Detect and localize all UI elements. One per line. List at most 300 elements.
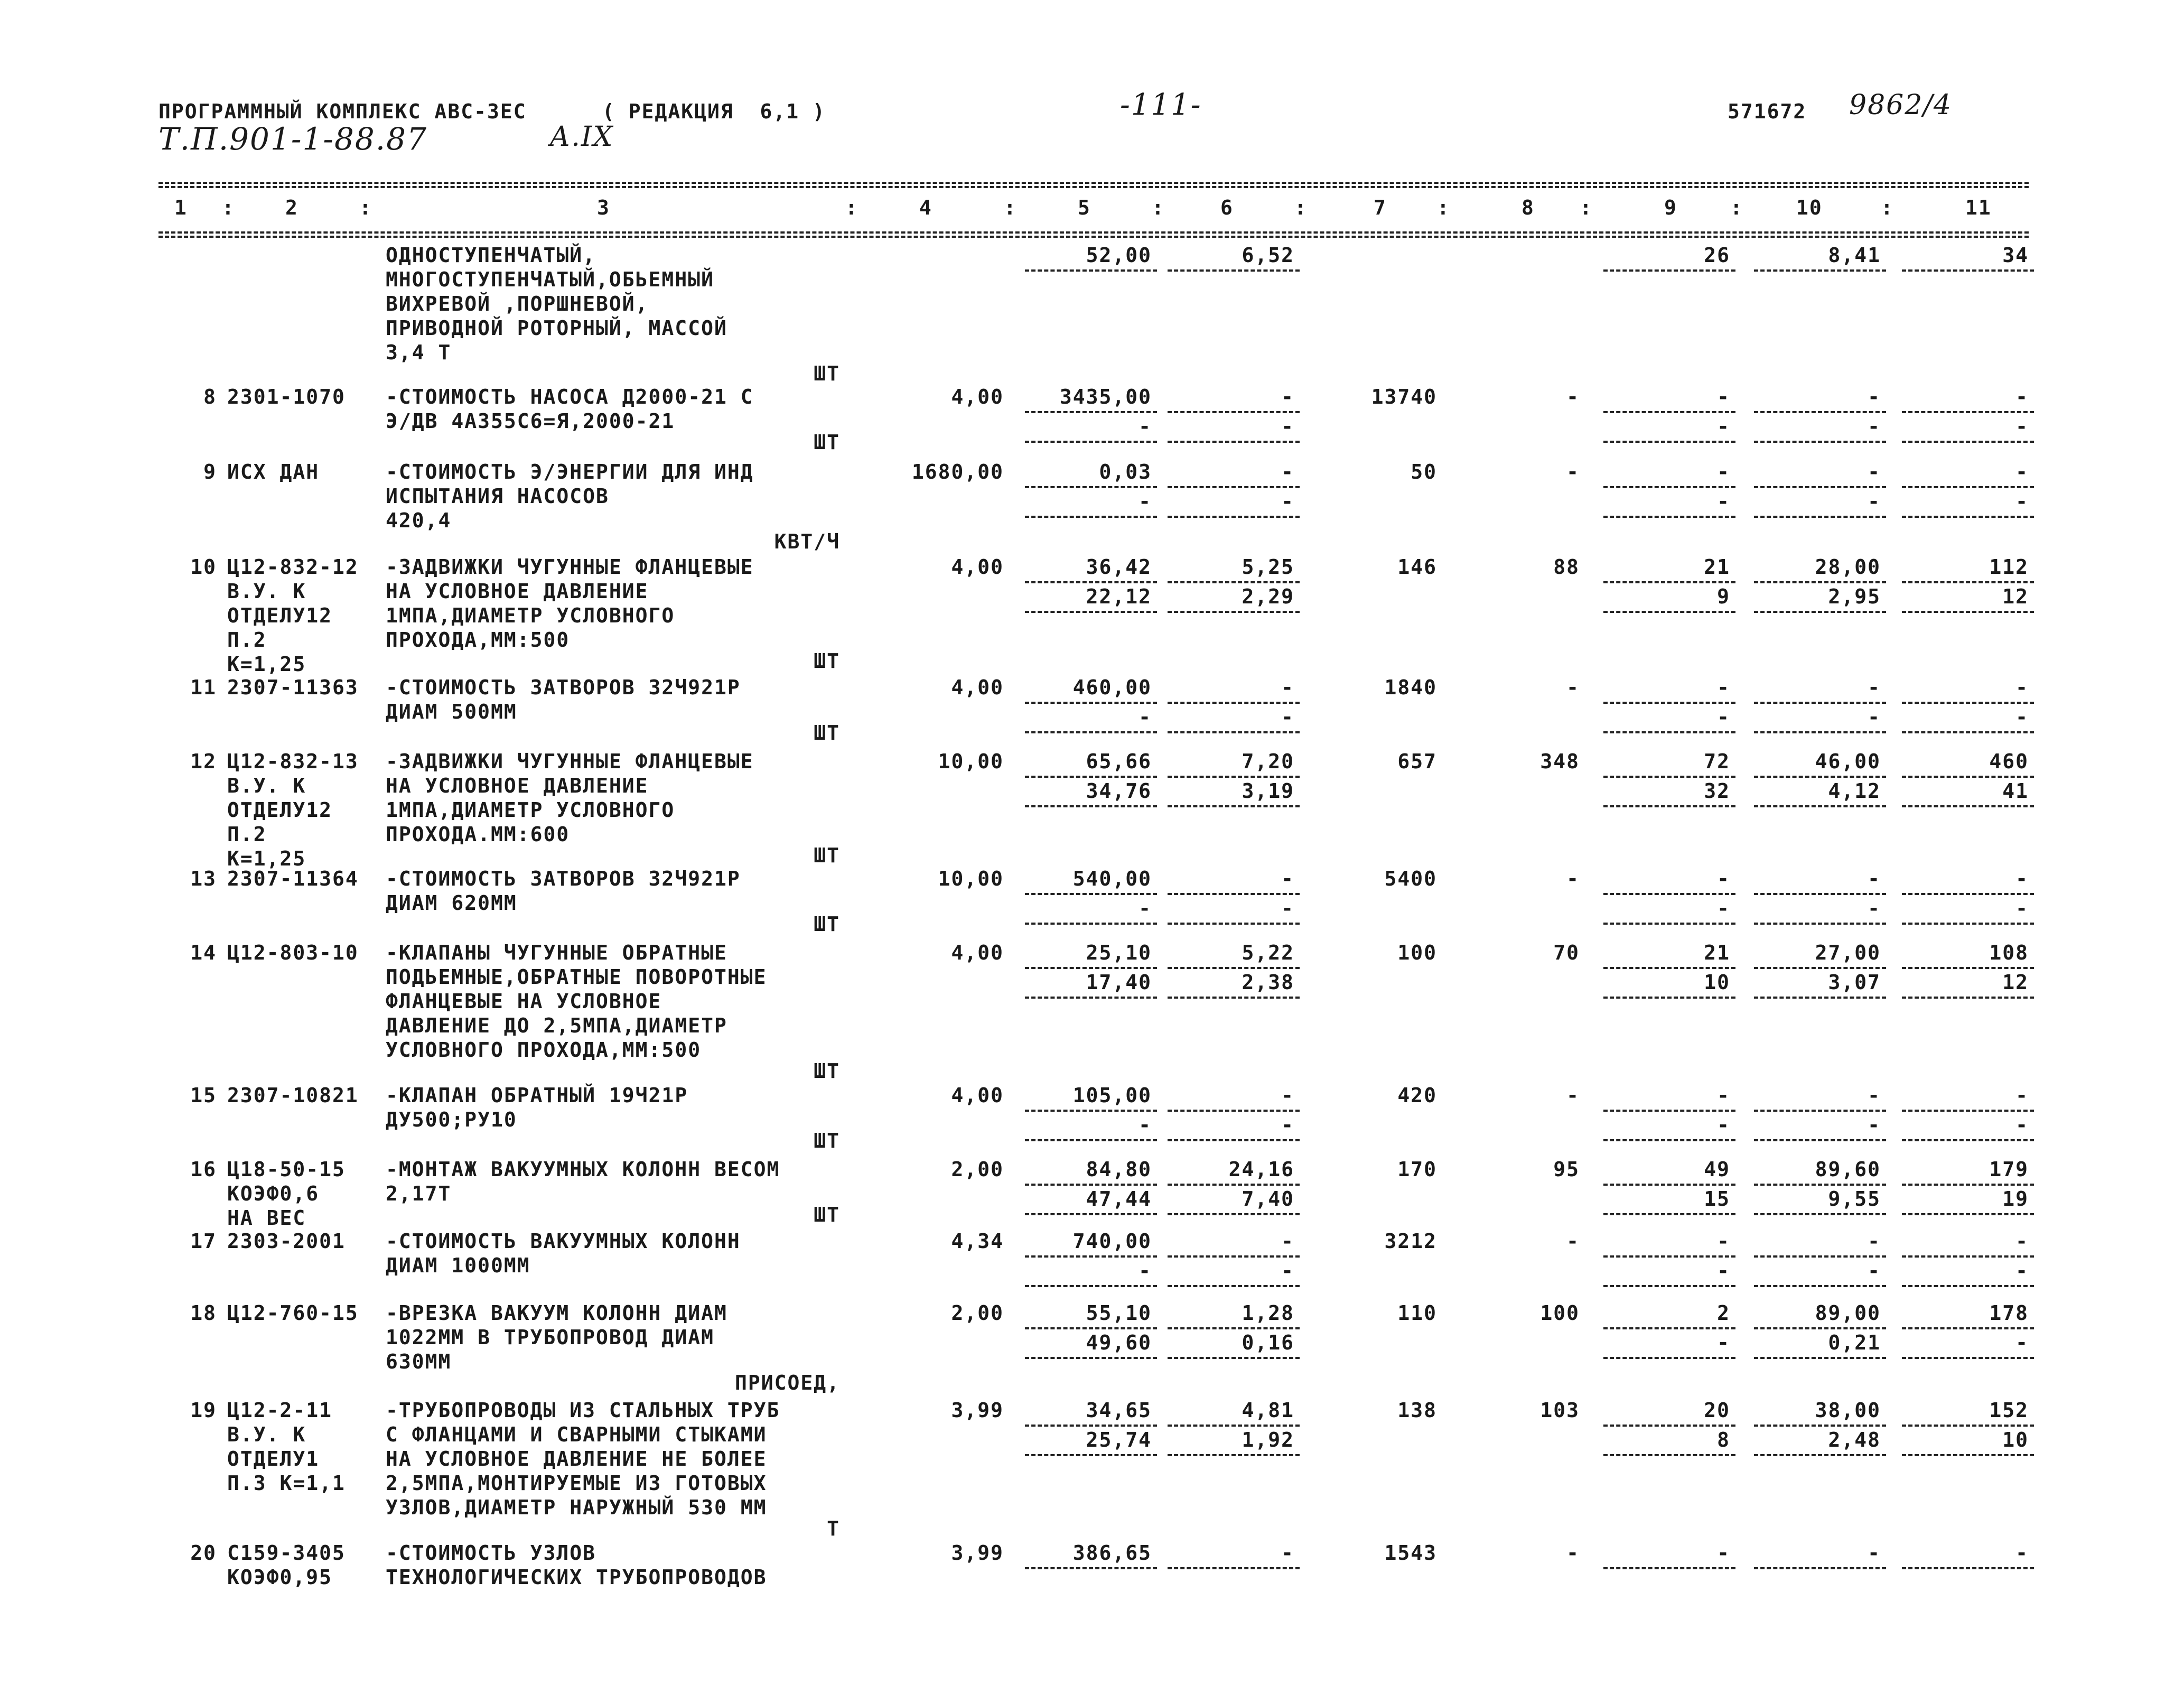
row-description: 2,17Т [386,1182,452,1205]
cell-underline [1025,1285,1157,1287]
cell-c4: 4,00 [951,1084,1004,1107]
cell-underline [1754,1139,1886,1141]
cell-c10: 89,60 [1815,1158,1881,1181]
row-description: ИСПЫТАНИЯ НАСОСОВ [386,485,609,508]
cell-underline [1025,441,1157,443]
cell-underline [1025,702,1157,704]
row-description: -ЗАДВИЖКИ ЧУГУННЫЕ ФЛАНЦЕВЫЕ [386,750,754,773]
cell-c11: 108 [1989,941,2029,964]
cell-underline [1754,923,1886,925]
cell-underline [1025,1255,1157,1258]
cell-underline [1754,516,1886,518]
row-number: 14 [190,941,217,964]
cell-c5: 0,03 [1099,460,1152,483]
row-unit: ШТ [814,362,840,385]
cell-underline [1603,731,1735,733]
row-code: КОЭФ0,95 [227,1566,333,1589]
cell-underline [1902,702,2034,704]
cell-underline [1754,805,1886,807]
cell-underline [1603,516,1735,518]
cell-c10b: 2,48 [1828,1428,1881,1451]
cell-underline [1025,1425,1157,1427]
cell-c7: 3212 [1384,1230,1437,1253]
cell-c7: 1543 [1384,1541,1437,1565]
row-description: ВИХРЕВОЙ ,ПОРШНЕВОЙ, [386,292,649,315]
cell-underline [1754,1184,1886,1186]
cell-underline [1603,1357,1735,1359]
row-number: 15 [190,1084,217,1107]
cell-underline [1168,486,1300,488]
cell-underline [1603,702,1735,704]
cell-underline [1168,1327,1300,1329]
cell-c10b: 3,07 [1828,971,1881,994]
cell-underline [1025,1213,1157,1215]
row-code: Ц12-760-15 [227,1301,359,1325]
cell-underline [1603,805,1735,807]
row-unit: ШТ [814,431,840,454]
row-code: НА ВЕС [227,1206,306,1230]
row-description: НА УСЛОВНОЕ ДАВЛЕНИЕ [386,580,649,603]
cell-underline [1902,1213,2034,1215]
cell-underline [1603,1255,1735,1258]
cell-c11b: - [2015,705,2029,729]
cell-c5b: - [1138,1113,1152,1137]
cell-c9: - [1717,1541,1730,1565]
cell-c10: - [1868,1084,1881,1107]
cell-underline [1754,997,1886,999]
cell-underline [1603,441,1735,443]
cell-c6: - [1281,1230,1294,1253]
cell-underline [1603,1425,1735,1427]
cell-underline [1603,1327,1735,1329]
row-unit: ПРИСОЕД, [734,1371,840,1394]
cell-underline [1168,967,1300,969]
row-number: 9 [203,460,217,483]
row-description: ДУ500;РУ10 [386,1108,517,1131]
cell-underline [1754,1110,1886,1112]
row-description: ФЛАНЦЕВЫЕ НА УСЛОВНОЕ [386,990,662,1013]
cell-underline [1603,1454,1735,1456]
row-unit: ШТ [814,721,840,744]
cell-c5b: - [1138,705,1152,729]
cell-c11b: - [2015,1113,2029,1137]
column-number: 10 [1796,196,1823,219]
cell-c10b: 2,95 [1828,585,1881,608]
row-description: -СТОИМОСТЬ ЗАТВОРОВ 32Ч921Р [386,867,741,890]
cell-underline [1025,967,1157,969]
cell-c8: - [1566,1541,1580,1565]
cell-underline [1754,1327,1886,1329]
cell-underline [1025,923,1157,925]
cell-c6b: - [1281,490,1294,513]
cell-underline [1902,776,2034,778]
cell-c11: - [2015,676,2029,699]
cell-underline [1168,269,1300,272]
row-description: УЗЛОВ,ДИАМЕТР НАРУЖНЫЙ 530 ММ [386,1496,767,1519]
cell-c9: - [1717,460,1730,483]
cell-c9: - [1717,676,1730,699]
row-code: КОЭФ0,6 [227,1182,320,1205]
row-description: НА УСЛОВНОЕ ДАВЛЕНИЕ НЕ БОЛЕЕ [386,1447,767,1470]
cell-underline [1168,1425,1300,1427]
cell-c4: 4,34 [951,1230,1004,1253]
cell-c4: 4,00 [951,385,1004,408]
cell-underline [1754,269,1886,272]
column-number: 2 [285,196,298,219]
cell-c8: 103 [1540,1399,1580,1422]
cell-underline [1902,967,2034,969]
row-description: -ТРУБОПРОВОДЫ ИЗ СТАЛЬНЫХ ТРУБ [386,1399,780,1422]
row-description: ОДНОСТУПЕНЧАТЫЙ, [386,244,596,267]
cell-c11b: - [2015,415,2029,438]
cell-c4: 4,00 [951,941,1004,964]
row-number: 16 [190,1158,217,1181]
row-description: -СТОИМОСТЬ ВАКУУМНЫХ КОЛОНН [386,1230,741,1253]
row-unit: ШТ [814,649,840,673]
column-number: 1 [174,196,188,219]
cell-underline [1754,731,1886,733]
cell-c11b: 12 [2002,971,2029,994]
cell-underline [1168,731,1300,733]
row-description: УСЛОВНОГО ПРОХОДА,ММ:500 [386,1038,702,1062]
cell-underline [1025,776,1157,778]
cell-c5b: 47,44 [1086,1187,1152,1211]
row-code: ОТДЕЛУ1 [227,1447,320,1470]
cell-c7: 13740 [1371,385,1437,408]
row-code: ИСХ ДАН [227,460,320,483]
cell-c5b: 22,12 [1086,585,1152,608]
row-description: ПОДЬЕМНЫЕ,ОБРАТНЫЕ ПОВОРОТНЫЕ [386,965,767,989]
cell-underline [1025,1184,1157,1186]
cell-underline [1902,893,2034,895]
cell-c9: - [1717,867,1730,890]
cell-underline [1168,1567,1300,1569]
row-code: С159-3405 [227,1541,346,1565]
code-label: 571672 [1728,100,1807,123]
cell-underline [1603,1184,1735,1186]
column-number: 8 [1522,196,1535,219]
cell-c9: 72 [1704,750,1730,773]
cell-c6b: 1,92 [1242,1428,1294,1451]
cell-c6b: 2,29 [1242,585,1294,608]
cell-c10: - [1868,676,1881,699]
cell-c10: 28,00 [1815,555,1881,579]
row-number: 10 [190,555,217,579]
cell-c7: 1840 [1384,676,1437,699]
cell-underline [1902,1357,2034,1359]
cell-c6b: - [1281,705,1294,729]
cell-underline [1603,269,1735,272]
cell-c10: - [1868,460,1881,483]
cell-c7: 657 [1397,750,1437,773]
row-description: ДАВЛЕНИЕ ДО 2,5МПА,ДИАМЕТР [386,1014,727,1037]
row-code: 2303-2001 [227,1230,346,1253]
column-separator: : [1580,196,1593,219]
cell-c10: 27,00 [1815,941,1881,964]
cell-c4: 2,00 [951,1158,1004,1181]
column-number: 7 [1374,196,1387,219]
cell-underline [1168,702,1300,704]
row-number: 18 [190,1301,217,1325]
program-title: ПРОГРАММНЫЙ КОМПЛЕКС АВС-ЗЕС [158,100,527,123]
cell-c10b: - [1868,1113,1881,1137]
cell-underline [1168,1184,1300,1186]
album-number: А.IX [549,121,614,153]
cell-c11b: - [2015,490,2029,513]
row-code: П.2 [227,628,267,651]
cell-underline [1902,516,2034,518]
cell-c6: - [1281,385,1294,408]
cell-c6: 5,22 [1242,941,1294,964]
cell-c5: 740,00 [1072,1230,1152,1253]
cell-underline [1754,1213,1886,1215]
cell-c11b: 12 [2002,585,2029,608]
cell-underline [1025,805,1157,807]
cell-underline [1168,1255,1300,1258]
cell-underline [1025,1567,1157,1569]
cell-underline [1754,441,1886,443]
cell-underline [1168,1139,1300,1141]
cell-c11b: 19 [2002,1187,2029,1211]
cell-c9: 20 [1704,1399,1730,1422]
cell-underline [1603,486,1735,488]
cell-c10b: - [1868,490,1881,513]
cell-c4: 3,99 [951,1399,1004,1422]
cell-c5b: 25,74 [1086,1428,1152,1451]
row-code: ОТДЕЛУ12 [227,798,333,822]
row-code: В.У. К [227,1423,306,1446]
row-number: 17 [190,1230,217,1253]
row-code: ОТДЕЛУ12 [227,604,333,627]
cell-underline [1168,1285,1300,1287]
cell-c6b: 3,19 [1242,779,1294,803]
cell-c11: - [2015,385,2029,408]
cell-underline [1603,1567,1735,1569]
cell-c5: 3435,00 [1059,385,1152,408]
cell-c9b: - [1717,1331,1730,1354]
row-description: НА УСЛОВНОЕ ДАВЛЕНИЕ [386,774,649,797]
cell-c10b: 0,21 [1828,1331,1881,1354]
cell-c9b: - [1717,1259,1730,1282]
cell-underline [1754,1567,1886,1569]
cell-underline [1902,269,2034,272]
cell-c5: 84,80 [1086,1158,1152,1181]
row-unit: КВТ/Ч [774,530,840,553]
cell-underline [1902,923,2034,925]
cell-c11: - [2015,1084,2029,1107]
cell-underline [1754,893,1886,895]
cell-underline [1902,1110,2034,1112]
cell-c10: 89,00 [1815,1301,1881,1325]
cell-c5b: - [1138,897,1152,920]
cell-underline [1025,1139,1157,1141]
row-code: П.3 К=1,1 [227,1472,346,1495]
row-code: П.2 [227,823,267,846]
row-description: -СТОИМОСТЬ УЗЛОВ [386,1541,596,1565]
cell-underline [1025,731,1157,733]
cell-c8: - [1566,1230,1580,1253]
cell-c9b: - [1717,1113,1730,1137]
cell-c4: 10,00 [938,750,1004,773]
cell-c6b: - [1281,897,1294,920]
cell-underline [1025,269,1157,272]
cell-c5: 36,42 [1086,555,1152,579]
cell-underline [1025,486,1157,488]
column-separator: : [1437,196,1450,219]
cell-c5: 386,65 [1072,1541,1152,1565]
row-description: 1МПА,ДИАМЕТР УСЛОВНОГО [386,798,675,822]
cell-c7: 100 [1397,941,1437,964]
row-description: 2,5МПА,МОНТИРУЕМЫЕ ИЗ ГОТОВЫХ [386,1472,767,1495]
row-description: -СТОИМОСТЬ НАСОСА Д2000-21 С [386,385,754,408]
cell-c9b: 9 [1717,585,1730,608]
cell-underline [1603,1110,1735,1112]
cell-c7: 5400 [1384,867,1437,890]
cell-underline [1603,411,1735,413]
cell-c7: 50 [1411,460,1437,483]
row-code: Ц18-50-15 [227,1158,346,1181]
cell-underline [1603,581,1735,583]
cell-underline [1902,1184,2034,1186]
cell-c9b: 8 [1717,1428,1730,1451]
cell-underline [1754,611,1886,613]
cell-c9b: 15 [1704,1187,1730,1211]
column-separator: : [1881,196,1894,219]
row-description: -МОНТАЖ ВАКУУМНЫХ КОЛОНН ВЕСОМ [386,1158,780,1181]
cell-c5b: - [1138,415,1152,438]
column-number: 6 [1220,196,1234,219]
cell-underline [1168,441,1300,443]
cell-underline [1603,1139,1735,1141]
cell-underline [1902,1327,2034,1329]
cell-c5b: 49,60 [1086,1331,1152,1354]
cell-c6b: 2,38 [1242,971,1294,994]
cell-c11: - [2015,867,2029,890]
cell-c5: 52,00 [1086,244,1152,267]
cell-underline [1025,1454,1157,1456]
row-code: 2307-11363 [227,676,359,699]
row-description: -ВРЕЗКА ВАКУУМ КОЛОНН ДИАМ [386,1301,727,1325]
row-description: -КЛАПАН ОБРАТНЫЙ 19Ч21Р [386,1084,688,1107]
cell-c6: - [1281,676,1294,699]
row-description: ПРИВОДНОЙ РОТОРНЫЙ, МАССОЙ [386,316,727,340]
cell-c5: 460,00 [1072,676,1152,699]
cell-underline [1902,731,2034,733]
row-code: В.У. К [227,774,306,797]
cell-underline [1902,411,2034,413]
cell-c5b: 34,76 [1086,779,1152,803]
cell-underline [1025,611,1157,613]
cell-c11: - [2015,460,2029,483]
cell-c7: 110 [1397,1301,1437,1325]
row-code: 2307-11364 [227,867,359,890]
cell-c6b: - [1281,1259,1294,1282]
cell-underline [1902,581,2034,583]
cell-c8: - [1566,867,1580,890]
cell-underline [1754,411,1886,413]
row-description: С ФЛАНЦАМИ И СВАРНЫМИ СТЫКАМИ [386,1423,767,1446]
header-bottom-rule-2 [158,236,2029,238]
row-description: ПРОХОДА,ММ:500 [386,628,570,651]
row-unit: ШТ [814,913,840,936]
cell-c4: 10,00 [938,867,1004,890]
cell-c9b: - [1717,897,1730,920]
row-description: 1022ММ В ТРУБОПРОВОД ДИАМ [386,1326,714,1349]
table-top-rule [158,182,2029,184]
cell-c9: 21 [1704,555,1730,579]
cell-c6: - [1281,1541,1294,1565]
cell-c6b: - [1281,415,1294,438]
row-description: 3,4 Т [386,341,452,364]
cell-underline [1754,1454,1886,1456]
cell-c11b: - [2015,897,2029,920]
cell-underline [1902,1425,2034,1427]
cell-underline [1754,702,1886,704]
cell-c9: 49 [1704,1158,1730,1181]
cell-c4: 3,99 [951,1541,1004,1565]
cell-c8: 88 [1553,555,1580,579]
column-separator: : [1730,196,1743,219]
row-number: 20 [190,1541,217,1565]
cell-c9b: - [1717,490,1730,513]
row-description: Э/ДВ 4А355С6=Я,2000-21 [386,409,675,433]
cell-c9: - [1717,1084,1730,1107]
cell-c5b: - [1138,1259,1152,1282]
cell-c5: 55,10 [1086,1301,1152,1325]
cell-c8: - [1566,1084,1580,1107]
cell-underline [1902,1285,2034,1287]
cell-c4: 1680,00 [911,460,1004,483]
cell-underline [1168,997,1300,999]
cell-c9b: - [1717,705,1730,729]
cell-c8: 100 [1540,1301,1580,1325]
cell-underline [1168,1357,1300,1359]
row-description: -СТОИМОСТЬ Э/ЭНЕРГИИ ДЛЯ ИНД [386,460,754,483]
cell-c5: 25,10 [1086,941,1152,964]
row-number: 12 [190,750,217,773]
row-description: -КЛАПАНЫ ЧУГУННЫЕ ОБРАТНЫЕ [386,941,727,964]
cell-underline [1168,1213,1300,1215]
cell-c7: 170 [1397,1158,1437,1181]
cell-c10b: 9,55 [1828,1187,1881,1211]
row-unit: ШТ [814,1129,840,1152]
cell-c5: 540,00 [1072,867,1152,890]
cell-c6: 7,20 [1242,750,1294,773]
cell-c7: 146 [1397,555,1437,579]
cell-c6: - [1281,460,1294,483]
cell-underline [1603,893,1735,895]
cell-c8: - [1566,460,1580,483]
row-unit: ШТ [814,844,840,867]
cell-underline [1902,997,2034,999]
cell-underline [1754,967,1886,969]
cell-c5: 105,00 [1072,1084,1152,1107]
column-separator: : [1294,196,1308,219]
cell-c8: 70 [1553,941,1580,964]
cell-underline [1754,581,1886,583]
cell-c11b: - [2015,1331,2029,1354]
cell-c11: - [2015,1230,2029,1253]
cell-c10b: - [1868,897,1881,920]
page-number: -111- [1120,88,1202,122]
cell-c4: 2,00 [951,1301,1004,1325]
cell-c9: 2 [1717,1301,1730,1325]
cell-underline [1025,1327,1157,1329]
cell-underline [1754,776,1886,778]
cell-c6: - [1281,867,1294,890]
row-description: 420,4 [386,509,452,532]
column-number: 11 [1965,196,1992,219]
